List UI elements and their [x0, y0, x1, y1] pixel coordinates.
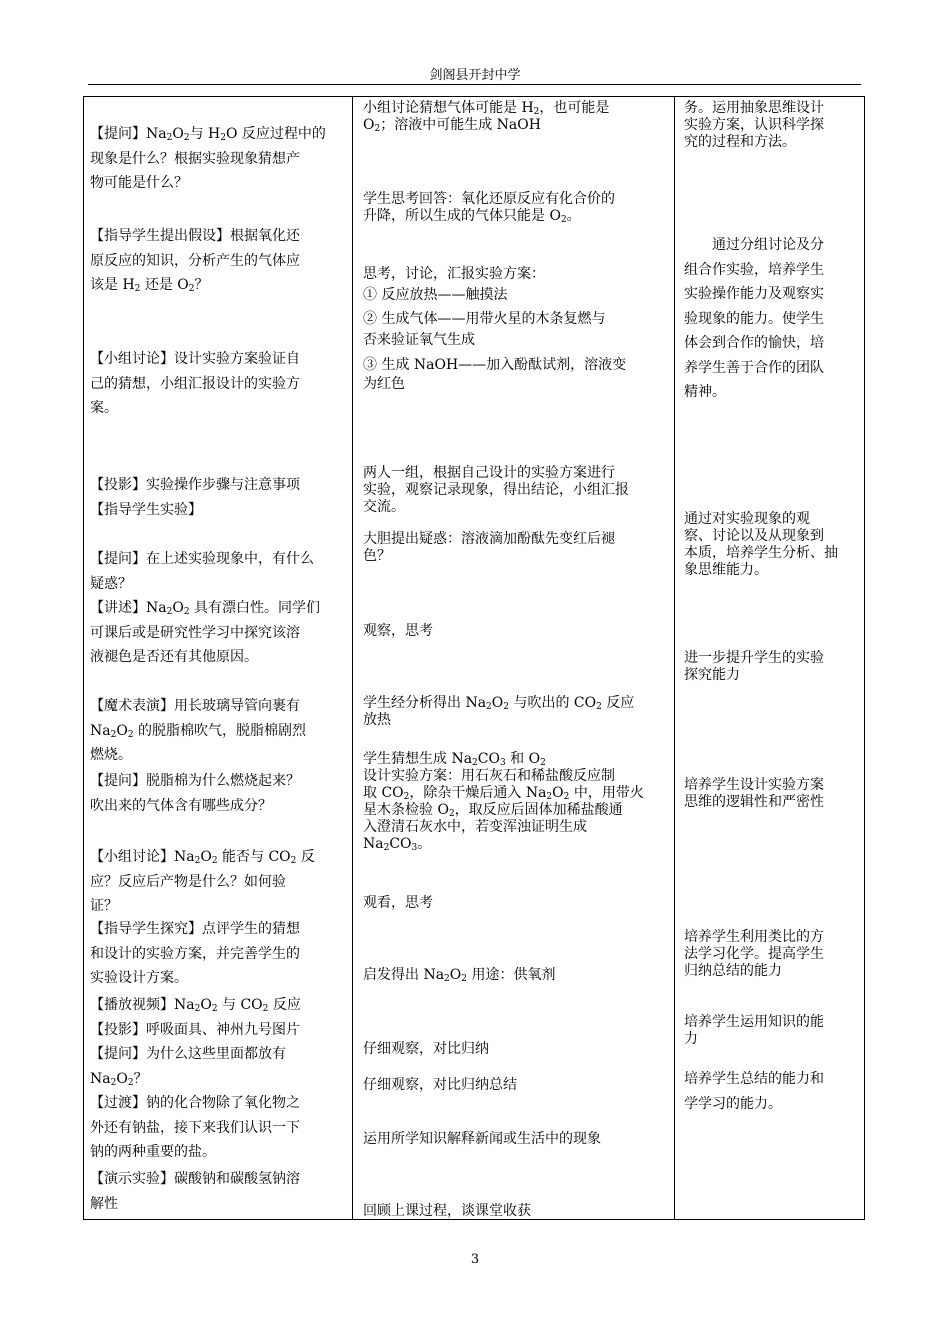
- intent-2: 通过分组讨论及分 组合作实验，培养学生 实验操作能力及观察实 验现象的能力。使学生 体会到合作的愉快，培 养学生善于合作的团队 精神。: [684, 237, 824, 400]
- student-pair-experiment: 两人一组，根据自己设计的实验方案进行 实验，观察记录现象，得出结论，小组汇报 交流。: [363, 465, 629, 515]
- intent-8: 培养学生总结的能力和 学学习的能力。: [684, 1071, 824, 1112]
- teacher-group-discussion-1: 【小组讨论】设计实验方案验证自 己的猜想，小组汇报设计的实验方 案。: [90, 351, 300, 416]
- student-apply-knowledge: 运用所学知识解释新闻或生活中的现象: [363, 1131, 601, 1147]
- student-review: 回顾上课过程，谈课堂收获: [363, 1203, 531, 1219]
- teacher-magic-show: 【魔术表演】用长玻璃导管向裹有 $Na_2O_2$ 的脱脂棉吹气，脱脂棉剧烈 燃烧。: [90, 698, 307, 763]
- student-raise-doubt: 大胆提出疑惑：溶液滴加酚酞先变红后褪 色？: [363, 531, 615, 564]
- header-rule: [88, 84, 861, 85]
- student-guess-gas: 小组讨论猜想气体可能是 $H_2$，也可能是 $O_2$；溶液中可能生成 NaOH: [363, 100, 610, 134]
- intent-5: 培养学生设计实验方案 思维的逻辑性和严密性: [684, 777, 824, 810]
- teacher-play-video: 【播放视频】$Na_2O_2$ 与 $CO_2$ 反应: [90, 997, 301, 1014]
- school-header: [0, 64, 950, 83]
- teacher-question-1: 【提问】$Na_2O_2$与 $H_2O$ 反应过程中的 现象是什么？根据实验现象猜想产 物可能是什么？: [90, 126, 326, 191]
- teacher-question-2: 【提问】在上述实验现象中，有什么 疑惑？: [90, 551, 314, 592]
- teacher-explanation: 【讲述】$Na_2O_2$ 具有漂白性。同学们 可课后或是研究性学习中探究该溶 液褪色是否还有其他原因。: [90, 600, 321, 665]
- intent-3: 通过对实验现象的观 察、讨论以及从现象到 本质，培养学生分析、抽 象思维能力。: [684, 511, 838, 578]
- student-compare-2: 仔细观察，对比归纳总结: [363, 1077, 517, 1093]
- student-answer-redox: 学生思考回答：氧化还原反应有化合价的 升降，所以生成的气体只能是 $O_2$。: [363, 191, 615, 225]
- intent-1: 务。运用抽象思维设计 实验方案，认识科学探 究的过程和方法。: [684, 100, 824, 150]
- student-observe-2: 观看，思考: [363, 895, 433, 911]
- teacher-transition: 【过渡】钠的化合物除了氧化物之 外还有钠盐，接下来我们认识一下 钠的两种重要的盐。: [90, 1095, 300, 1160]
- lesson-table: [83, 96, 865, 1220]
- student-observe-1: 观察，思考: [363, 623, 433, 639]
- intent-7: 培养学生运用知识的能 力: [684, 1014, 824, 1047]
- student-analysis: 学生经分析得出 $Na_2O_2$ 与吹出的 $CO_2$ 反应 放热: [363, 695, 635, 728]
- column-divider-2: [674, 97, 675, 1219]
- student-oxygen-use: 启发得出 $Na_2O_2$ 用途：供氧剂: [363, 967, 556, 984]
- page-number: 3: [470, 1252, 480, 1267]
- student-compare-1: 仔细观察，对比归纳: [363, 1041, 489, 1057]
- teacher-question-3: 【提问】脱脂棉为什么燃烧起来？ 吹出来的气体含有哪些成分？: [90, 773, 300, 814]
- teacher-projection-steps: 【投影】实验操作步骤与注意事项 【指导学生实验】: [90, 477, 300, 518]
- teacher-projection-images: 【投影】呼吸面具、神州九号图片: [90, 1022, 300, 1038]
- intent-6: 培养学生利用类比的方 法学习化学。提高学生 归纳总结的能力: [684, 929, 824, 979]
- school-name: 剑阁县开封中学: [429, 68, 521, 83]
- teacher-group-discussion-2: 【小组讨论】$Na_2O_2$ 能否与 $CO_2$ 反 应？反应后产物是什么？如何验 证？: [90, 849, 315, 914]
- teacher-guide-exploration: 【指导学生探究】点评学生的猜想 和设计的实验方案，并完善学生的 实验设计方案。: [90, 921, 300, 986]
- teacher-hypothesis-guide: 【指导学生提出假设】根据氧化还 原反应的知识，分析产生的气体应 该是 $H_2$ 还是 $O_2$？: [90, 228, 300, 294]
- student-experiment-plan: 思考，讨论，汇报实验方案： ① 反应放热——触摸法 ② 生成气体——用带火星的木条复燃与 否来验证氧气生成 ③ 生成 NaOH——加入酚酞试剂，溶液变 为红色: [363, 266, 627, 392]
- column-divider-1: [352, 97, 353, 1219]
- intent-4: 进一步提升学生的实验 探究能力: [684, 650, 824, 683]
- teacher-demo-experiment: 【演示实验】碳酸钠和碳酸氢钠溶 解性: [90, 1171, 300, 1212]
- teacher-question-4: 【提问】为什么这些里面都放有 $Na_2O_2$？: [90, 1046, 286, 1088]
- student-design-plan: 学生猜想生成 $Na_2CO_3$ 和 $O_2$ 设计实验方案：用石灰石和稀盐酸反应制 取 $CO_2$，除杂干燥后通入 $Na_2O_2$ 中，用带火 星木条检验 $O_2$，取反应后固体加稀盐酸通 入澄清石灰水中，若变浑浊证明生成 $Na_2CO_3$。: [363, 751, 644, 853]
